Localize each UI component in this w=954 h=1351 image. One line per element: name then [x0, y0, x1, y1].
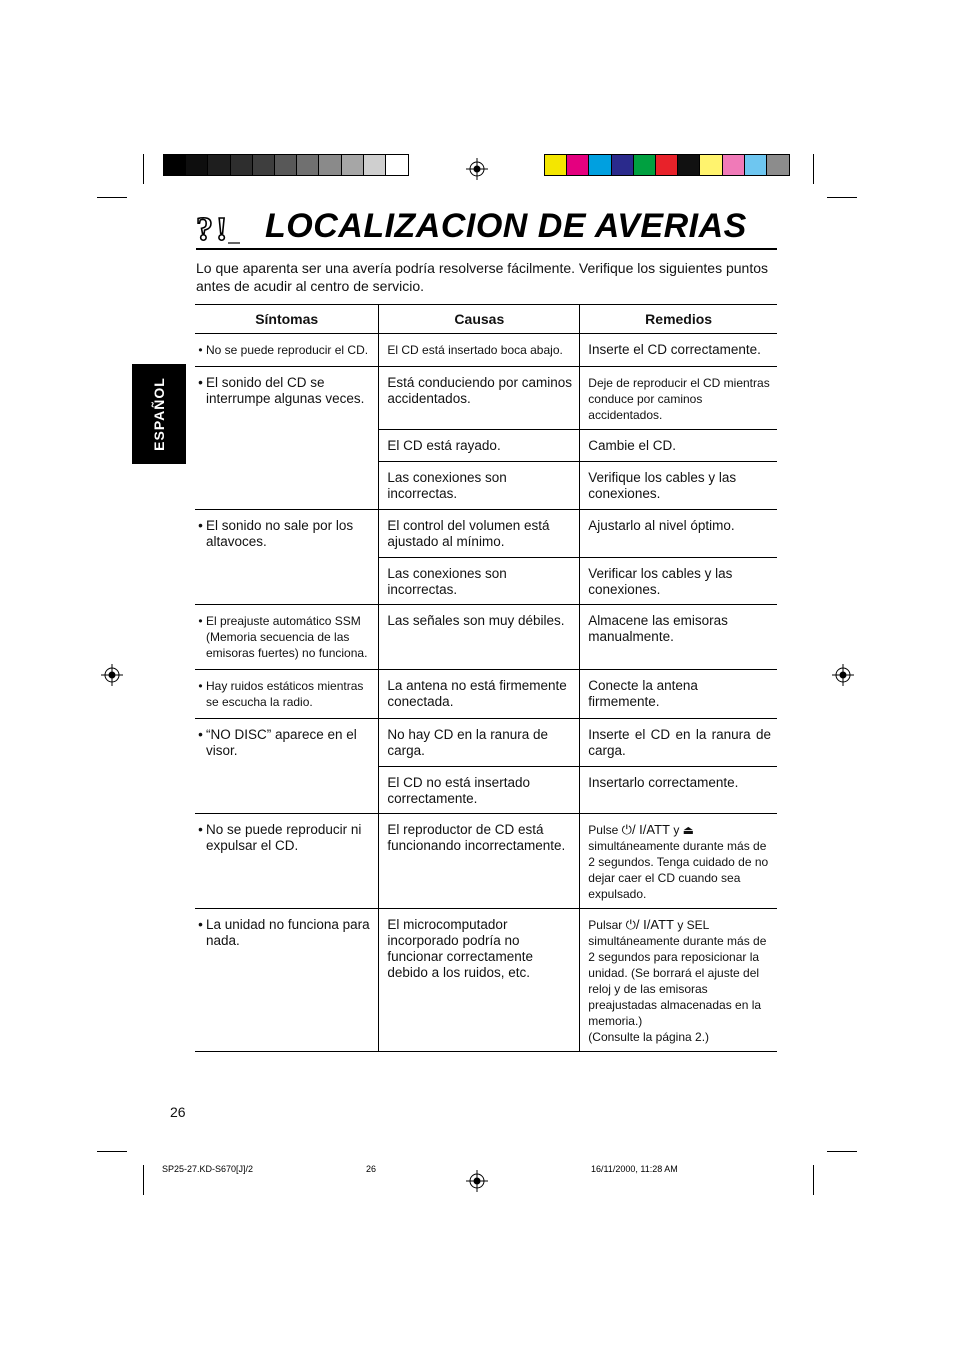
color-swatch [164, 155, 186, 175]
color-swatch [589, 155, 611, 175]
table-row: • La unidad no funciona para nada. El microcomputador incorporado podría no funcionar correctamente debido a los ruidos, etc. Pulsar ⏻/ I/ATT y SEL simultáneamente durante más de 2 segundos para reposicionar la unidad. (Se borrará el ajuste del reloj y de las emisoras preajustadas almacenadas en la memoria.) (Consulte la página 2.) [195, 909, 777, 1052]
cause-text: El reproductor de CD está funcionando incorrectamente. [379, 814, 580, 909]
remedy-text: Inserte el CD en la ranura de carga. [580, 719, 777, 767]
color-swatch [297, 155, 319, 175]
color-swatch [342, 155, 364, 175]
cause-text: Está conduciendo por caminos accidentados. [379, 367, 580, 430]
header-causes: Causas [379, 305, 580, 334]
color-swatch [767, 155, 789, 175]
remedy-text: Pulsar ⏻/ I/ATT y SEL simultáneamente durante más de 2 segundos para reposicionar la unidad. (Se borrará el ajuste del reloj y de las emisoras preajustadas almacenadas en la memoria.) (Consulte la página 2.) [580, 909, 777, 1052]
crop-mark [97, 197, 127, 198]
cause-text: Las señales son muy débiles. [379, 605, 580, 670]
title-underline [196, 248, 777, 250]
cause-text: Las conexiones son incorrectas. [379, 558, 580, 605]
table-row: • El preajuste automático SSM (Memoria secuencia de las emisoras fuertes) no funciona. Las señales son muy débiles. Almacene las emisoras manualmente. [195, 605, 777, 670]
symptom-text: Hay ruidos estáticos mientras se escucha la radio. [206, 679, 364, 709]
color-swatch [745, 155, 767, 175]
cause-text: El CD está rayado. [379, 430, 580, 462]
table-row: • Hay ruidos estáticos mientras se escucha la radio. La antena no está firmemente conectada. Conecte la antena firmemente. [195, 670, 777, 719]
remedy-text: Insertarlo correctamente. [580, 767, 777, 814]
intro-text: Lo que aparenta ser una avería podría resolverse fácilmente. Verifique los siguientes puntos antes de acudir al centro de servicio. [196, 260, 769, 294]
color-swatch [231, 155, 253, 175]
color-swatch [700, 155, 722, 175]
cause-text: Las conexiones son incorrectas. [379, 462, 580, 510]
color-swatch [567, 155, 589, 175]
remedy-text: Inserte el CD correctamente. [580, 334, 777, 367]
crop-mark [827, 1151, 857, 1152]
color-swatch [275, 155, 297, 175]
page-reference: (Consulte la página 2.) [588, 1030, 710, 1044]
symptom-text: No se puede reproducir ni expulsar el CD. [206, 822, 362, 853]
color-swatch [678, 155, 700, 175]
table-row: • No se puede reproducir el CD. El CD está insertado boca abajo. Inserte el CD correctamente. [195, 334, 777, 367]
color-swatch [656, 155, 678, 175]
svg-text:!: ! [216, 211, 228, 246]
color-swatch [634, 155, 656, 175]
symptom-text: No se puede reproducir el CD. [206, 343, 369, 357]
registration-mark-icon [101, 664, 123, 686]
registration-mark-icon [466, 1170, 488, 1192]
registration-mark-icon [832, 664, 854, 686]
svg-text:?: ? [196, 211, 213, 246]
remedy-text: Verificar los cables y las conexiones. [580, 558, 777, 605]
cause-text: No hay CD en la ranura de carga. [379, 719, 580, 767]
symptom-text: El sonido no sale por los altavoces. [206, 518, 354, 549]
remedy-text: Verifique los cables y las conexiones. [580, 462, 777, 510]
language-tab-label: ESPAÑOL [151, 377, 167, 451]
power-att-key: ⏻/ I/ATT [625, 917, 674, 932]
troubleshooting-table [195, 304, 777, 1052]
symptom-text: El preajuste automático SSM (Memoria secuencia de las emisoras fuertes) no funciona. [206, 614, 368, 660]
color-calibration-bar [544, 154, 790, 176]
remedy-text: Ajustarlo al nivel óptimo. [580, 510, 777, 558]
language-tab [132, 364, 186, 464]
cause-text: El control del volumen está ajustado al mínimo. [379, 510, 580, 558]
table-row: • “NO DISC” aparece en el visor. No hay CD en la ranura de carga. Inserte el CD en la ranura de carga. [195, 719, 777, 767]
color-swatch [208, 155, 230, 175]
footer-timestamp: 16/11/2000, 11:28 AM [591, 1164, 678, 1174]
crop-mark [813, 1165, 814, 1195]
color-swatch [186, 155, 208, 175]
symptom-text: “NO DISC” aparece en el visor. [206, 727, 357, 758]
header-remedies: Remedios [580, 305, 777, 334]
symptom-text: El sonido del CD se interrumpe algunas veces. [206, 375, 365, 406]
page-number: 26 [170, 1104, 186, 1120]
color-swatch [364, 155, 386, 175]
footer-page: 26 [366, 1164, 377, 1174]
remedy-text: Cambie el CD. [580, 430, 777, 462]
page-title: LOCALIZACION DE AVERIAS [265, 207, 747, 245]
crop-mark [813, 154, 814, 184]
crop-mark [143, 154, 144, 184]
registration-mark-icon [466, 158, 488, 180]
table-row: • No se puede reproducir ni expulsar el CD. El reproductor de CD está funcionando incorrectamente. Pulse ⏻/ I/ATT y ⏏ simultáneamente durante más de 2 segundos. Tenga cuidado de no dejar caer el CD cuando sea expulsado. [195, 814, 777, 909]
remedy-text: Almacene las emisoras manualmente. [580, 605, 777, 670]
crop-mark [143, 1165, 144, 1195]
cause-text: La antena no está firmemente conectada. [379, 670, 580, 719]
color-swatch [723, 155, 745, 175]
table-row: • El sonido del CD se interrumpe algunas veces. Está conduciendo por caminos accidentados. Deje de reproducir el CD mientras conduce por caminos accidentados. [195, 367, 777, 430]
header-symptoms: Síntomas [195, 305, 379, 334]
footer-file-id: SP25-27.KD-S670[J]/2 [162, 1164, 254, 1174]
color-swatch [545, 155, 567, 175]
color-swatch [386, 155, 408, 175]
symptom-text: La unidad no funciona para nada. [206, 917, 370, 948]
table-row: • El sonido no sale por los altavoces. El control del volumen está ajustado al mínimo. Ajustarlo al nivel óptimo. [195, 510, 777, 558]
color-swatch [612, 155, 634, 175]
cause-text: El CD está insertado boca abajo. [379, 334, 580, 367]
troubleshooting-icon [196, 210, 242, 246]
remedy-text: Deje de reproducir el CD mientras conduce por caminos accidentados. [580, 367, 777, 430]
color-swatch [319, 155, 341, 175]
power-att-key: ⏻/ I/ATT [621, 822, 670, 837]
color-swatch [253, 155, 275, 175]
grayscale-calibration-bar [163, 154, 409, 176]
crop-mark [97, 1151, 127, 1152]
remedy-text: Pulse ⏻/ I/ATT y ⏏ simultáneamente durante más de 2 segundos. Tenga cuidado de no dejar caer el CD cuando sea expulsado. [580, 814, 777, 909]
cause-text: El microcomputador incorporado podría no funcionar correctamente debido a los ruidos, etc. [379, 909, 580, 1052]
cause-text: El CD no está insertado correctamente. [379, 767, 580, 814]
crop-mark [827, 197, 857, 198]
remedy-text: Conecte la antena firmemente. [580, 670, 777, 719]
